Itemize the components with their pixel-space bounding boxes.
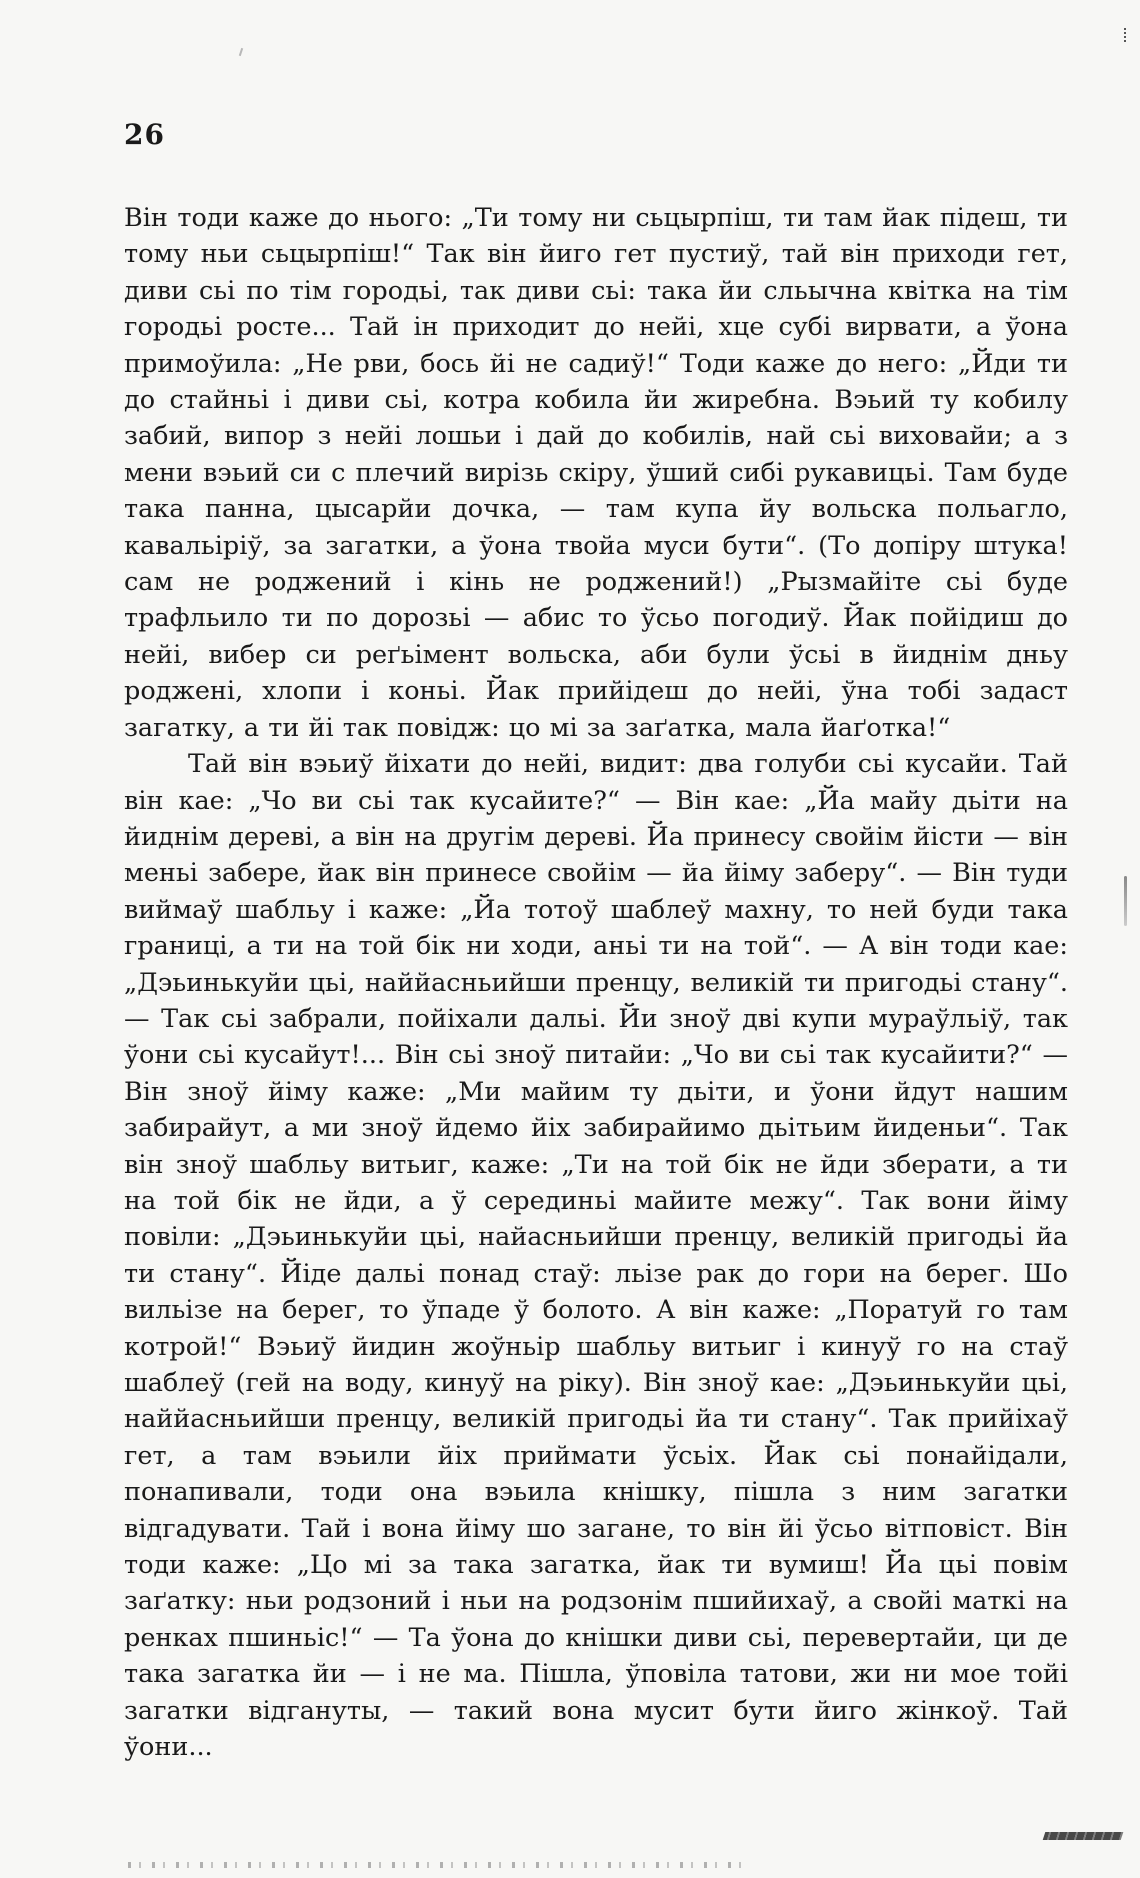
scan-mark-bottom-right	[1043, 1832, 1124, 1840]
paragraph-1: Він тоди каже до нього: „Ти тому ни сьцырпіш, ти там йак підеш, ти тому ньи сьцырпіш!“ Так він йиго гет пустиў, тай він приходи гет, диви сьі по тім городьі, так диви сьі: така йи сльычна квітка на тім городьі росте... Тай ін приходит до нейі, хце субі вирвати, а ўона примоўила: „Не рви, бось йі не садиў!“ Тоди каже до него: „Йди ти до стайньі і диви сьі, котра кобила йи жиребна. Вэьий ту кобилу забий, випор з нейі лошьи і дай до кобилів, най сьі виховайи; а з мени вэьий си с плечий вирізь скіру, ўший сибі рукавицьі. Там буде така панна, цысарйи дочка, — там купа йу вольска польагло, кавальіріў, за загатки, а ўона твойа муси бути“. (То допіру штука! сам не роджений і кінь не роджений!) „Рызмайіте сьі буде трафльило ти по дорозьі — абис то ўсьо погодиў. Йак пойідиш до нейі, вибер си реґьімент вольска, аби були ўсьі в йиднім дньу роджені, хлопи і коньі. Йак прийідеш до нейі, ўна тобі задаст загатку, а ти йі так повідж: цо мі за заґатка, мала йаґотка!“	[124, 203, 1068, 743]
scan-mark-corner	[1124, 28, 1129, 42]
scan-mark-bottom	[128, 1862, 748, 1868]
scan-mark-top	[239, 48, 243, 56]
body-text	[124, 200, 1068, 1765]
paragraph-2: Тай він вэьиў йіхати до нейі, видит: два голуби сьі кусайи. Тай він кае: „Чо ви сьі так кусайите?“ — Він кае: „Йа майу дьіти на йиднім дереві, а він на другім дереві. Йа принесу свойім йісти — він меньі забере, йак він принесе свойім — йа йіму заберу“. — Він туди виймаў шабльу і каже: „Йа тотоў шаблеў махну, то ней буди така границі, а ти на той бік ни ходи, аньі ти на той“. — А він тоди кае: „Дэьинькуйи цьі, наййасньийши пренцу, великій ти пригодьі стану“. — Так сьі забрали, пойіхали дальі. Йи зноў дві купи мураўльіў, так ўони сьі кусайут!... Він сьі зноў питайи: „Чо ви сьі так кусайити?“ — Він зноў йіму каже: „Ми майим ту дьіти, и ўони йдут нашим забирайут, а ми зноў йдемо йіх забирайимо дьітьим йиденьи“. Так він зноў шабльу витьиг, каже: „Ти на той бік не йди зберати, а ти на той бік не йди, а ў серединьі майите межу“. Так вони йіму повіли: „Дэьинькуйи цьі, найасньийши пренцу, великій пригодьі йа ти стану“. Йіде дальі понад стаў: льізе рак до гори на берег. Шо вильізе на берег, то ўпаде ў болото. А він каже: „Поратуй го там котрой!“ Вэьиў йидин жоўньір шабльу витьиг і кинуў го на стаў шаблеў (гей на воду, кинуў на ріку). Він зноў кае: „Дэьинькуйи цьі, наййасньийши пренцу, великій пригодьі йа ти стану“. Так прийіхаў гет, а там вэьили йіх приймати ўсьіх. Йак сьі понайідали, понапивали, тоди она вэьила кнішку, пішла з ним загатки відгадувати. Тай і вона йіму шо загане, то він йі ўсьо вітповіст. Він тоди каже: „Цо мі за така загатка, йак ти вумиш! Йа цьі повім заґатку: ньи родзоний і ньи на родзонім пшийихаў, а свойі маткі на ренках пшиньіс!“ — Та ўона до кнішки диви сьі, перевертайи, ци де така загатка йи — і не ма. Пішла, ўповіла татови, жи ни мое тойі загатки відгануты, — такий вона мусит бути йиго жінкоў. Тай ўони...	[124, 749, 1068, 1763]
page-number: 26	[124, 118, 165, 151]
scan-mark-margin	[1124, 876, 1127, 926]
